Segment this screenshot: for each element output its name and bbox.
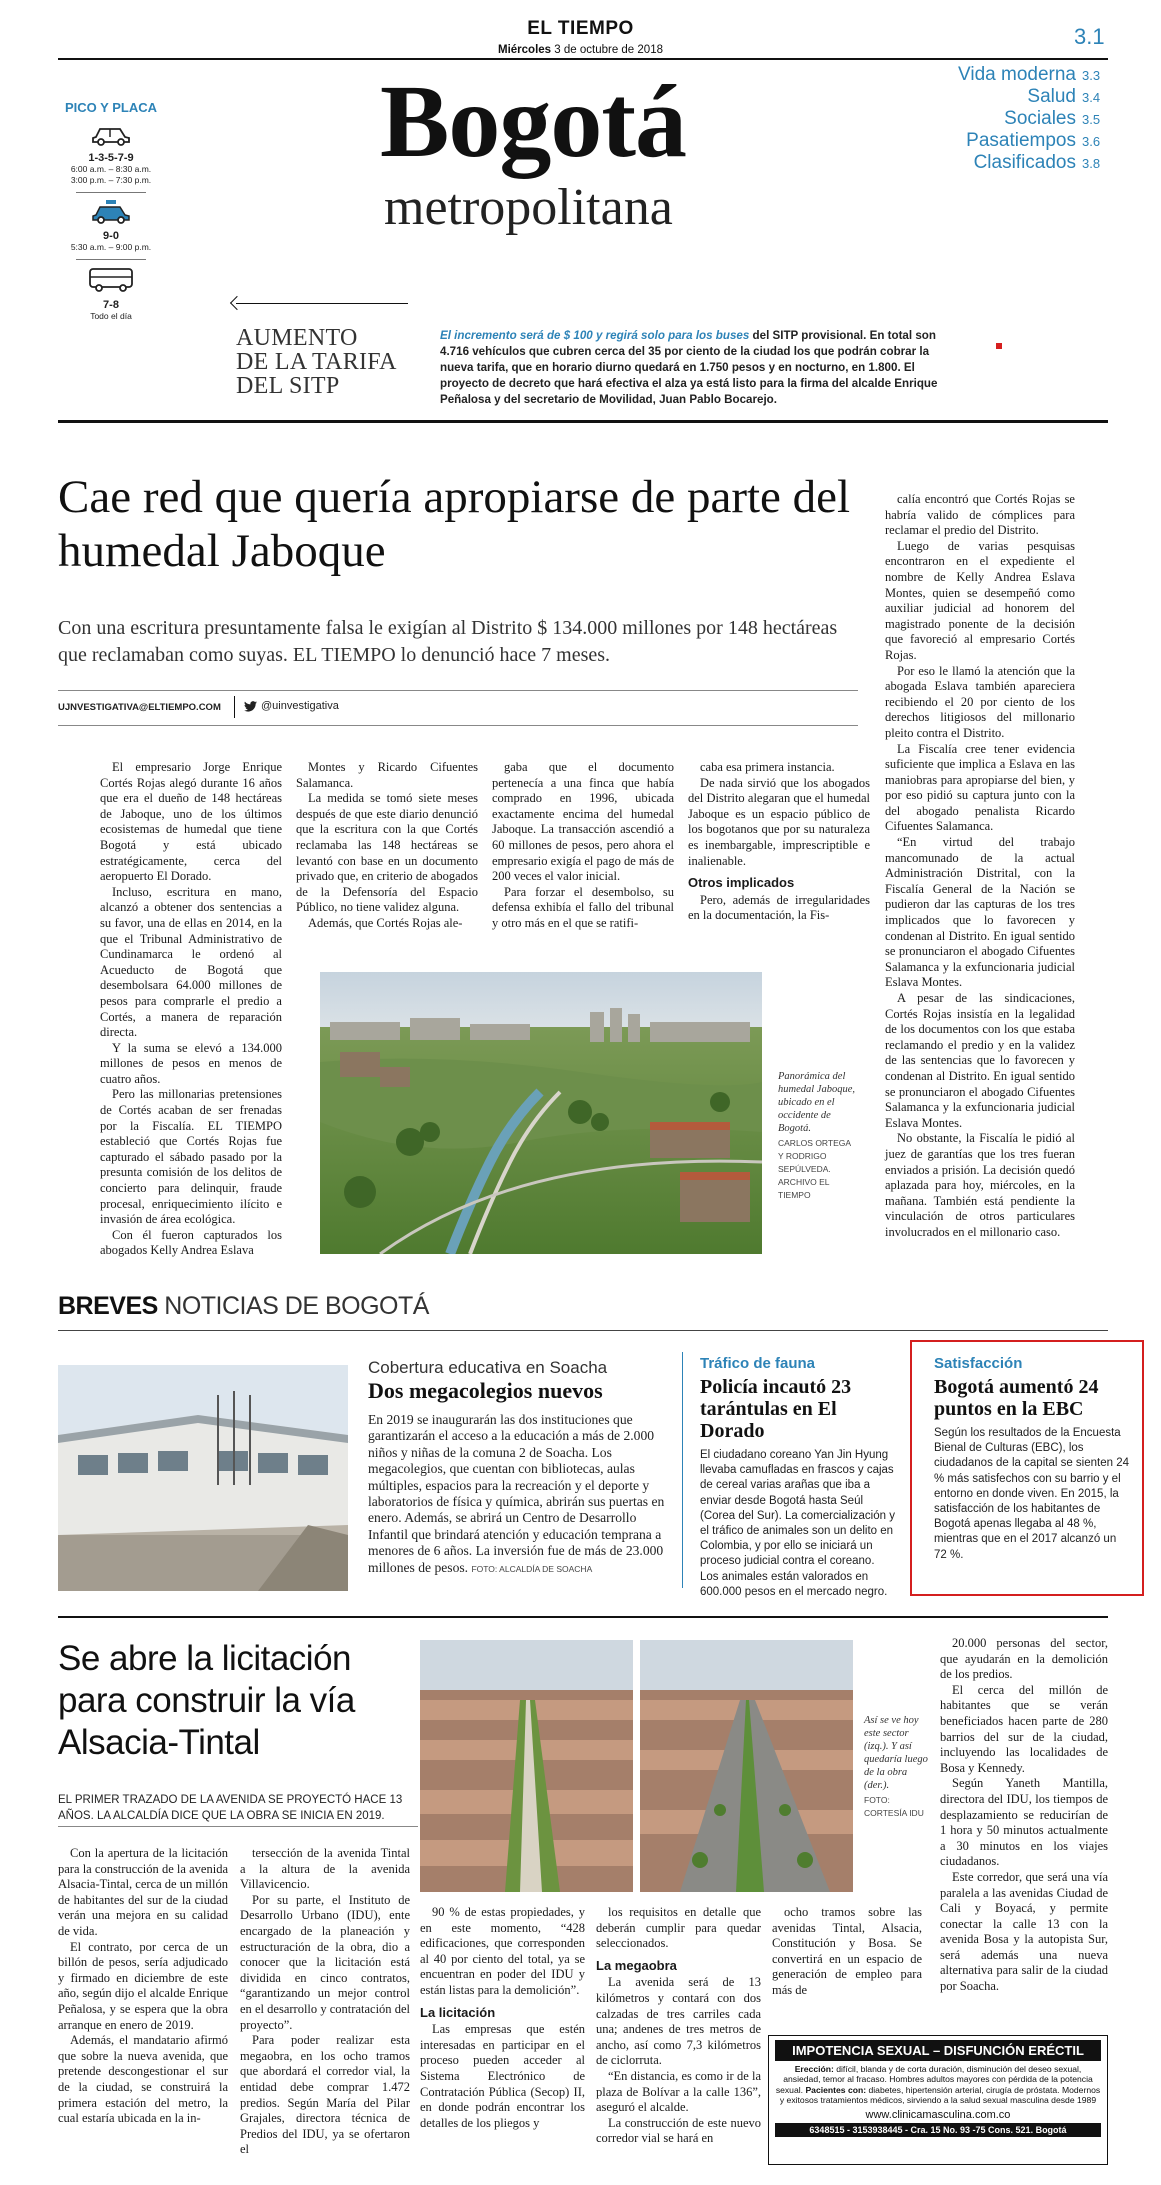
sitp-title: AUMENTO DE LA TARIFA DEL SITP	[236, 325, 396, 399]
main-col-2: Montes y Ricardo Cifuentes Salamanca. La medida se tomó siete meses después de que este diario denunció que la escritura con la que Cortés reclamaba las 148 hectáreas se levantó con base en un documento privado que, en criterio de abogados de la Defensoría del Espacio Público, no tiene validez alguna. Además, que Cortés Rojas ale-	[296, 760, 478, 930]
subhead-la-megaobra: La megaobra	[596, 1957, 677, 1973]
brief-3-body: Según los resultados de la Encuesta Bienal de Culturas (EBC), los ciudadanos de la capital se sienten 24 % más satisfechos con su barrio y el entorno en donde viven. En 2015, la satisfacción de los habitantes de Bogotá apenas llegaba al 48 %, mientras que en el 2017 alcanzó un 72 %.	[934, 1427, 1130, 1561]
main-col-4: caba esa primera instancia. De nada sirvió que los abogados del Distrito alegaran que el humedal Jaboque es un espacio público de los bogotanos que por su naturaleza es inembargable, imprescriptible e inalienable. Otros implicados Pero, además de irregularidades en la documentación, la Fis-	[688, 760, 870, 923]
school-building-illustration	[58, 1365, 348, 1591]
main-dek: Con una escritura presuntamente falsa le exigían al Distrito $ 134.000 millones por 148 hectáreas que reclamaban como suyas. EL TIEMPO lo denunció hace 7 meses.	[58, 617, 838, 666]
second-dek: EL PRIMER TRAZADO DE LA AVENIDA SE PROYECTÓ HACE 13 AÑOS. LA ALCALDÍA DICE QUE LA OBRA SE INICIA EN 2019.	[58, 1794, 403, 1822]
car-icon	[90, 123, 132, 147]
second-col-2: tersección de la avenida Tintal a la altura de la avenida Villavicencio. Por su parte, el Instituto de Desarrollo Urbano (IDU), ente encargado de la planeación y estructuración de la obra, dio a conocer que la licitación está dividida en cinco contratos, “garantizando un mejor control en el desarrollo y contratación del proyecto”. Para poder realizar esta megaobra, en los ocho tramos que abordará el corredor vial, la entidad debe comprar 1.472 predios. Según María del Pilar Grajales, directora técnica de Predios del IDU, ya se ofertaron el	[240, 1846, 410, 2157]
pico-placa-box	[56, 100, 166, 322]
brief-megacolegios	[368, 1358, 674, 1577]
ad-url[interactable]: www.clinicamasculina.com.co	[865, 2108, 1011, 2121]
alsacia-after-photo	[640, 1640, 853, 1892]
brief-tarantulas	[700, 1355, 896, 1600]
megacolegios-photo	[58, 1365, 348, 1591]
humedal-caption: Panorámica del humedal Jaboque, ubicado en el occidente de Bogotá. CARLOS ORTEGA Y RODRIGO SEPÚLVEDA. ARCHIVO EL TIEMPO	[778, 1071, 855, 1200]
pico-placa-title: PICO Y PLACA	[65, 100, 157, 115]
second-col-3: 90 % de estas propiedades, y en este momento, “428 edificaciones, que corresponden al 40 por ciento del total, ya se encuentran en poder del IDU y están listas para la demolición”. La licitación Las empresas que estén interesadas en participar en el proceso pueden acceder al Sistema Electrónico de Contratación Pública (Secop) II, en donde podrán encontrar los detalles de los pliegos y	[420, 1905, 585, 2130]
breves-header: BREVES NOTICIAS DE BOGOTÁ	[58, 1292, 429, 1320]
brief-1-title: Dos megacolegios nuevos	[368, 1378, 603, 1403]
brief-1-body: En 2019 se inaugurarán las dos instituciones que garantizarán el acceso a la educación a más de 2.000 niños y niñas de la comuna 2 de Soacha. Los megacolegios, que cuentan con bibliotecas, aulas múltiples, espacios para la recreación y el deporte y laboratorios de física y química, abrirán sus puertas en enero. Además, se abrirá un Centro de Desarrollo Infantil que brindará atención y educación temprana a menores de 6 años. La inversión fue de más de 23.000 millones de pesos. FOTO: ALCALDÍA DE SOACHA	[368, 1412, 665, 1575]
ad-phones: 6348515 - 3153938445 - Cra. 15 No. 93 -75 Cons. 521. Bogotá	[775, 2123, 1101, 2137]
page-number: 3.1	[1074, 24, 1105, 49]
sitp-rule	[236, 303, 408, 304]
nav-item-clasificados[interactable]: Clasificados 3.8	[973, 152, 1101, 173]
bus-icon	[87, 266, 135, 294]
city-before-illustration	[420, 1640, 633, 1892]
brief-2-kicker: Tráfico de fauna	[700, 1355, 816, 1372]
byline-divider	[234, 696, 235, 718]
twitter-bird-icon	[244, 701, 257, 712]
taxi-icon	[90, 199, 132, 225]
alsacia-caption: Así se ve hoy este sector (izq.). Y así quedaría luego de la obra (der.). FOTO: CORTESÍA IDU	[864, 1715, 928, 1818]
byline-twitter[interactable]: @uinvestigativa	[244, 700, 339, 712]
pico-placa-bus: 7-8 Todo el día	[56, 266, 166, 322]
humedal-photo	[320, 972, 762, 1254]
pico-placa-car: 1-3-5-7-9 6:00 a.m. – 8:30 a.m. 3:00 p.m. – 7:30 p.m.	[56, 123, 166, 186]
brief-2-body: El ciudadano coreano Yan Jin Hyung llevaba camufladas en frascos y cajas de cereal varias arañas que iba a enviar desde Bogotá hasta Seúl (Corea del Sur). La comercialización y el tráfico de animales son un delito en Colombia, y por ello se iniciará un proceso judicial contra el coreano. Los animales están valorados en 600.000 pesos en el mercado negro.	[700, 1449, 895, 1598]
ad-title: IMPOTENCIA SEXUAL – DISFUNCIÓN ERÉCTIL	[775, 2040, 1101, 2061]
city-after-illustration	[640, 1640, 853, 1892]
issue-date: Miércoles 3 de octubre de 2018	[498, 44, 663, 56]
humedal-illustration	[320, 972, 762, 1254]
section-title: Bogotá	[380, 64, 686, 179]
paper-name: EL TIEMPO	[527, 18, 634, 39]
brief-3-title: Bogotá aumentó 24 puntos en la EBC	[934, 1376, 1099, 1420]
byline-email: UJNVESTIGATIVA@ELTIEMPO.COM	[58, 702, 221, 713]
second-col-5: ocho tramos sobre las avenidas Tintal, Alsacia, Constitución y Bosa. Se convertirá en un espacio de generación de empleo para más de	[772, 1905, 922, 1997]
section-subtitle: metropolitana	[384, 179, 673, 236]
subhead-la-licitacion: La licitación	[420, 2004, 496, 2020]
brief-1-kicker: Cobertura educativa en Soacha	[368, 1358, 608, 1377]
nav-item-salud[interactable]: Salud 3.4	[1027, 86, 1101, 107]
brief-2-title: Policía incautó 23 tarántulas en El Dorado	[700, 1376, 852, 1442]
sitp-corner	[230, 296, 244, 310]
alsacia-before-photo	[420, 1640, 633, 1892]
nav-item-sociales[interactable]: Sociales 3.5	[1004, 108, 1101, 129]
second-dek-rule	[58, 1826, 418, 1827]
sitp-text: El incremento será de $ 100 y regirá solo para los buses del SITP provisional. En total son 4.716 vehículos que cubren cerca del 35 por ciento de la ciudad los que podrán cobrar la nueva tarifa, que en horario diurno quedará en 1.750 pesos y en nocturno, en 1.800. El proyecto de decreto que hará efectiva el alza ya está listo para la firma del alcalde Enrique Peñalosa y del secretario de Movilidad, Juan Pablo Bocarejo.	[440, 329, 938, 406]
header-bottom-rule	[58, 420, 1108, 423]
second-col-1: Con la apertura de la licitación para la construcción de la avenida Alsacia-Tintal, cerca de un millón de habitantes del sur de la ciudad verán una mejora en su calidad de vida. El contrato, por cerca de un billón de pesos, sería adjudicado y firmado en diciembre de este año, según dijo el alcalde Enrique Peñalosa, y se espera que la obra arranque en enero de 2019. Además, el mandatario afirmó que sobre la nueva avenida, que pretende descongestionar el sur de la ciudad, se construirá la primera estación del metro, la cual estaría ubicada en la in-	[58, 1846, 228, 2126]
main-col-5: calía encontró que Cortés Rojas se habría valido de cómplices para reclamar el predio del Distrito. Luego de varias pesquisas encontraron en el expediente el nombre de Kelly Andrea Eslava Montes, quien se desempeñó como auxiliar judicial ad honorem del magistrado ponente de la decisión que favoreció al empresario Cortés Rojas. Por eso le llamó la atención que la abogada Eslava también apareciera recibiendo el 20 por ciento de los derechos litigiosos del millonario pleito contra el Distrito. La Fiscalía cree tener evidencia suficiente que implica a Eslava en las maniobras para apropiarse del bien, y por eso pidió su captura junto con la del abogado penalista Ricardo Cifuentes Salamanca. “En virtud del trabajo mancomunado de la actual Administración Distrital, con la Fiscalía General de la Nación se pudieron dar las capturas de los tres implicados que lo favorecen y condenan al Distrito. En igual sentido se pronunciaron el abogado Cifuentes Salamanca y la exfuncionaria judicial Eslava Montes. A pesar de las sindicaciones, Cortés Rojas insistía en la legalidad de los documentos con los que estaba reclamando el predio y en la validez de las sentencias que lo favorecen y condenan al Distrito. En igual sentido se pronunciaron el abogado Cifuentes Salamanca y la exfuncionaria judicial Eslava Montes. No obstante, la Fiscalía le pidió al juez de garantías que los tres fueran enviados a prisión. La decisión quedó aplazada para hoy, miércoles, en la mañana. También está pendiente la vinculación de otros particulares involucrados en el millonario caso.	[885, 492, 1075, 1239]
brief-3-kicker: Satisfacción	[934, 1355, 1023, 1372]
brief-divider-1	[682, 1352, 683, 1588]
brief-satisfaccion	[934, 1355, 1130, 1563]
section-nav	[870, 64, 1108, 174]
second-headline: Se abre la licitación para construir la vía Alsacia-Tintal	[58, 1639, 355, 1762]
second-col-4: los requisitos en detalle que deberán cumplir para quedar seleccionados. La megaobra La avenida será de 13 kilómetros y contará con dos calzadas de tres carriles cada una; andenes de tres metros de ancho, así como 7,3 kilómetros de ciclorruta. “En distancia, es como ir de la plaza de Bolívar a la calle 136”, aseguró el alcalde. La construcción de este nuevo corredor vial se hará en	[596, 1905, 761, 2146]
byline-rule-bottom	[58, 725, 858, 726]
nav-item-vida-moderna[interactable]: Vida moderna 3.3	[958, 64, 1101, 85]
breves-bottom-rule	[58, 1616, 1108, 1618]
impotencia-ad[interactable]	[768, 2035, 1108, 2165]
marker-dot	[996, 343, 1002, 349]
main-col-1: El empresario Jorge Enrique Cortés Rojas alegó durante 16 años que era el dueño de 148 hectáreas de Jaboque, uno de los últimos ecosistemas de humedal que tiene Bogotá y está ubicado estratégicamente, cerca del aeropuerto El Dorado. Incluso, escritura en mano, alcanzó a obtener dos sentencias a su favor, una de ellas en 2014, en la que el Tribunal Administrativo de Cundinamarca le ordenó al Acueducto de Bogotá que desembolsara 64.000 millones de pesos para comprarle el predio a Cortés, a manera de reparación directa. Y la suma se elevó a 134.000 millones de pesos en menos de cuatro años. Pero las millonarias pretensiones de Cortés acaban de ser frenadas por la Fiscalía. EL TIEMPO estableció que Cortés Rojas fue capturado el sábado pasado por la presunta comisión de los delitos de concierto para delinquir, fraude procesal, enriquecimiento ilícito e invasión de área ecológica. Con él fueron capturados los abogados Kelly Andrea Eslava	[100, 760, 282, 1258]
second-col-6: 20.000 personas del sector, que ayudarán en la demolición de los predios. El cerca del millón de habitantes que se verán beneficiados hacen parte de 280 barrios del sur de la ciudad, incluyendo las localidades de Bosa y Kennedy. Según Yaneth Mantilla, directora del IDU, los tiempos de desplazamiento se reducirían de 1 hora y 50 minutos actualmente a 30 minutos en los viajes ciudadanos. Este corredor, que será una vía paralela a las avenidas Ciudad de Cali y Boyacá, y permite conectar la calle 13 con la avenida Bosa y la autopista Sur, será además una nueva alternativa para salir de la ciudad por Soacha.	[940, 1636, 1108, 1994]
subhead-otros-implicados: Otros implicados	[688, 875, 795, 891]
byline-rule-top	[58, 690, 858, 691]
ad-body: Erección: difícil, blanda y de corta duración, disminución del deseo sexual, ansiedad, temor al fracaso. Hombres adultos mayores con pérdida de la potencia sexual. Pacientes con: diabetes, hipertensión arterial, cirugía de próstata. Modernos y exitosos tratamientos médicos, sirviendo a la salud sexual masculina desde 1989	[775, 2064, 1101, 2106]
pico-placa-taxi: 9-0 5:30 a.m. – 9:00 p.m.	[56, 199, 166, 253]
main-headline: Cae red que quería apropiarse de parte del humedal Jaboque	[58, 471, 851, 577]
breves-rule	[58, 1330, 1108, 1331]
main-col-3: gaba que el documento pertenecía a una finca que había comprado en 1996, ubicada exactamente encima del humedal Jaboque. La transacción ascendió a 60 millones de pesos, pero ahora el empresario exigía el pago de más de 200 veces el valor inicial. Para forzar el desembolso, su defensa exhibía el fallo del tribunal y otro más en el que se ratifi-	[492, 760, 674, 930]
nav-item-pasatiempos[interactable]: Pasatiempos 3.6	[966, 130, 1101, 151]
header-rule	[58, 58, 1108, 60]
